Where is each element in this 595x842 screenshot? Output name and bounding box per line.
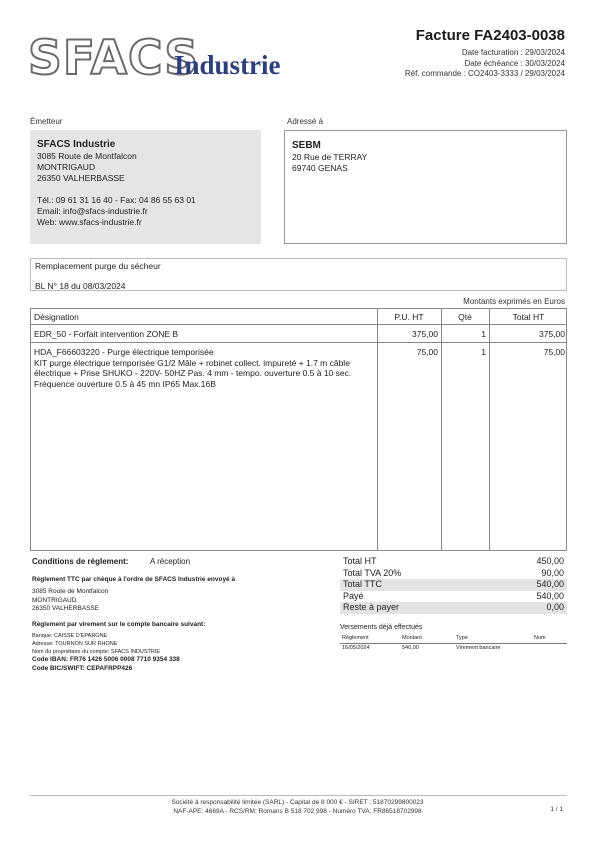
row2-total: 75,00 [543, 347, 565, 357]
paye-value: 540,00 [536, 590, 564, 601]
header-qty: Qté [458, 312, 472, 322]
row-divider [31, 342, 566, 343]
paye-label: Payé [343, 590, 364, 601]
currency-note: Montants exprimés en Euros [463, 297, 565, 306]
emitter-box [30, 130, 261, 244]
row2-desc3: Fréquence ouverture 0.5 à 45 mn IP65 Max.16B [34, 378, 216, 389]
row1-total: 375,00 [539, 329, 565, 339]
total-ht-row [340, 556, 567, 568]
vers-type: Virement bancaire [456, 645, 501, 651]
date-facturation: Date facturation : 29/03/2024 [461, 48, 565, 57]
vers-header-type: Type [456, 635, 468, 641]
vers-montant: 540,00 [402, 645, 419, 651]
date-echeance: Date échéance : 30/03/2024 [464, 58, 565, 68]
virement-title: Règlement par virement sur le compte bancaire suivant: [32, 621, 206, 628]
col-divider [489, 309, 490, 550]
row1-pu: 375,00 [412, 329, 438, 339]
bank-codes [32, 656, 180, 673]
totals-block [340, 556, 567, 614]
cheque-address1: 3085 Route de Montfalcon [32, 588, 109, 595]
vers-header-num: Num [534, 635, 546, 641]
reste-label: Reste à payer [343, 602, 400, 612]
logo-brand: SFACS [28, 31, 200, 86]
row1-designation: EDR_50 - Forfait intervention ZONE B [34, 329, 179, 339]
versements-title: Versements déjà effectués [340, 624, 423, 631]
total-tva-row [340, 568, 567, 580]
company-logo [28, 31, 298, 86]
emitter-web: Web: www.sfacs-industrie.fr [37, 217, 142, 227]
header-pu: P.U. HT [394, 312, 424, 322]
row2-pu: 75,00 [416, 347, 438, 357]
footer [0, 798, 595, 816]
page-number: 1 / 1 [550, 806, 563, 813]
bank-owner: Nom du propriétaire du compte: SFACS INDUSTRIE [32, 649, 161, 655]
logo-suffix: Industrie [174, 50, 281, 80]
versements-block [340, 624, 567, 654]
emitter-phone: Tél.: 09 61 31 16 40 - Fax: 04 86 55 63 01 [37, 195, 196, 205]
header-designation: Désignation [34, 312, 79, 322]
items-table [30, 308, 567, 551]
total-ttc-value: 540,00 [536, 579, 564, 589]
row2-designation: HDA_F66603220 - Purge électrique temporisée [34, 347, 214, 357]
total-ttc-row [340, 579, 567, 591]
emitter-address1: 3085 Route de Montfalcon [37, 151, 137, 161]
subject-line1: Remplacement purge du sécheur [35, 261, 161, 271]
footer-line1: Société à responsabilité limitée (SARL) - Capital de 8 000 € - SIRET : 51870299800023 [171, 799, 424, 806]
header-total: Total HT [512, 312, 545, 322]
emitter-email: Email: info@sfacs-industrie.fr [37, 206, 148, 216]
vers-reglement: 16/05/2024 [342, 645, 370, 651]
versements-header [340, 634, 567, 644]
vers-header-reglement: Règlement [342, 635, 369, 641]
cheque-address2: MONTRIGAUD [32, 596, 77, 604]
recipient-box [284, 130, 567, 244]
cheque-address3: 26350 VALHERBASSE [32, 605, 100, 612]
bank-details [32, 632, 160, 656]
invoice-title: Facture FA2403-0038 [415, 27, 565, 44]
iban-code: Code IBAN: FR76 1426 5006 0008 7710 9354 338 [32, 656, 180, 663]
conditions-value: A réception [150, 557, 191, 566]
invoice-meta [405, 48, 565, 80]
footer-line2: NAF-APE: 4669A - RCS/RM: Romans B 518 702 998 - Numéro TVA: FR86518702998 [173, 808, 422, 815]
conditions-label: Conditions de règlement: [32, 557, 129, 566]
cheque-title: Règlement TTC par chèque à l'ordre de SFACS Industrie envoyé à [32, 576, 236, 583]
subject-box [30, 258, 567, 291]
total-ht-value: 450,00 [536, 556, 564, 566]
footer-divider [30, 795, 567, 796]
bank-address: Adresse: TOURNON SUR RHONE [32, 641, 118, 647]
total-ttc-label: Total TTC [343, 579, 382, 589]
total-ht-label: Total HT [343, 556, 377, 566]
col-divider [377, 309, 378, 550]
bank-name: Banque: CAISSE D'EPARGNE [32, 633, 108, 639]
cheque-address [32, 588, 108, 614]
emitter-label: Émetteur [30, 117, 63, 126]
row2-designation-block [34, 347, 374, 389]
emitter-address2: MONTRIGAUD [37, 162, 96, 172]
total-tva-label: Total TVA 20% [343, 567, 402, 578]
reste-row [340, 602, 567, 614]
row2-desc1: KIT purge électrique temporisée G1/2 Mâle + robinet collect. impureté + 1.7 m câble [34, 357, 350, 368]
row1-qty: 1 [481, 329, 486, 339]
subject-line2: BL N° 18 du 08/03/2024 [35, 281, 126, 291]
col-divider [441, 309, 442, 550]
recipient-label: Adressé à [287, 117, 324, 126]
paye-row [340, 591, 567, 603]
table-header [31, 309, 566, 325]
row2-qty: 1 [481, 347, 486, 357]
emitter-address3: 26350 VALHERBASSE [37, 173, 125, 183]
total-tva-value: 90,00 [541, 567, 564, 578]
row2-desc2: électrique + Prise SHUKO - 220V- 50HZ Pas. 4 mm - tempo. ouverture 0.5 à 10 sec. [34, 368, 352, 378]
recipient-name: SEBM [292, 140, 321, 151]
reste-value: 0,00 [546, 602, 564, 612]
ref-commande: Réf. commande : CO2403-3333 / 29/03/2024 [404, 69, 565, 78]
bic-code: Code BIC/SWIFT: CEPAFRPP426 [32, 664, 133, 672]
vers-header-montant: Montant [402, 635, 422, 641]
recipient-address1: 20 Rue de TERRAY [292, 152, 368, 162]
versements-row [340, 644, 567, 654]
emitter-name: SFACS Industrie [37, 139, 116, 150]
recipient-address2: 69740 GENAS [292, 163, 348, 173]
